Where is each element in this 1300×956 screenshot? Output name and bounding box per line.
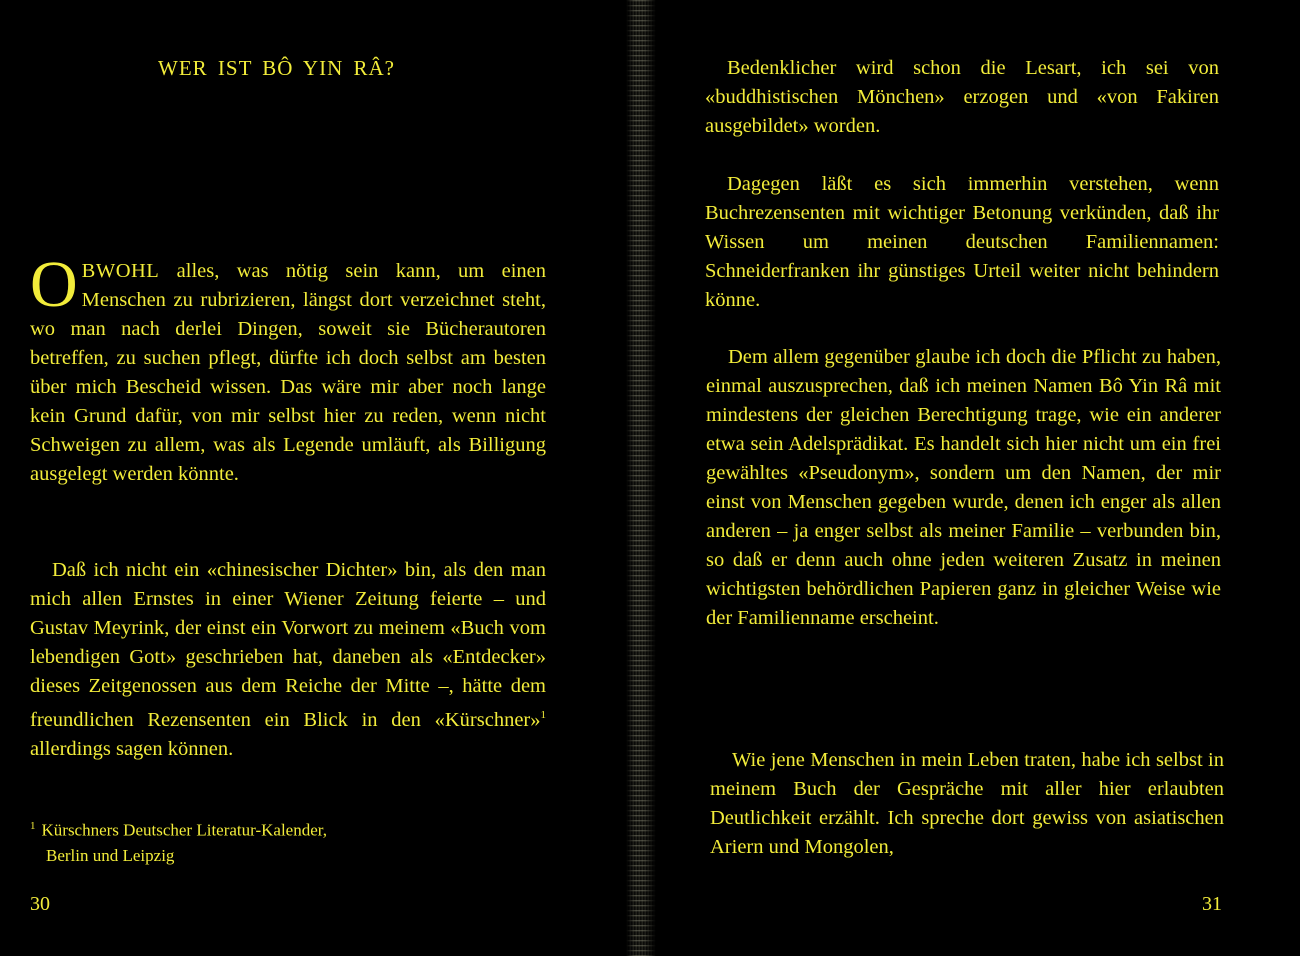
right-paragraph-4: Wie jene Menschen in mein Leben traten, habe ich selbst in meinem Buch der Gespräche mit aller hier erlaubten Deutlichkeit erzählt. Ich spreche dort gewiss von asiatischen Ariern und Mongolen, — [710, 749, 1224, 858]
paragraph-1 — [30, 248, 546, 489]
footnote — [30, 814, 450, 868]
drop-cap: O — [30, 248, 78, 321]
footnote-line-2: Berlin und Leipzig — [46, 845, 175, 865]
footnote-reference: 1 — [540, 709, 546, 721]
right-paragraph-1: Bedenklicher wird schon die Lesart, ich sei von «buddhistischen Mönchen» erzogen und «von Fakiren ausgebildet» worden. — [705, 57, 1219, 137]
right-paragraph-3: Dem allem gegenüber glaube ich doch die Pflicht zu haben, einmal auszusprechen, daß ich meinen Namen Bô Yin Râ mit mindestens der gleichen Berechtigung trage, wie ein anderer etwa sein Adelsprädikat. Es handelt sich hier nicht um ein frei gewähltes «Pseudonym», sondern um den Namen, der mir einst von Menschen gegeben wurde, denen ich enger als allen anderen – ja enger selbst als meiner Familie – verbunden bin, so daß er denn auch ohne jeden weiteren Zusatz in meinen wichtigsten behördlichen Papieren ganz in gleicher Weise wie der Familienname erscheint. — [706, 346, 1221, 629]
right-paragraph-2: Dagegen läßt es sich immerhin verstehen, wenn Buchrezensenten mit wichtiger Betonung verkünden, daß ihr Wissen um meinen deutschen Familiennamen: Schneiderfranken ihr günstiges Urteil weiter nicht behindern könne. — [705, 173, 1219, 311]
running-title: WER IST BÔ YIN RÂ? — [158, 56, 395, 80]
left-page — [0, 0, 640, 956]
page-number-left: 30 — [30, 893, 50, 915]
paragraph-2-text: Daß ich nicht ein «chinesischer Dichter» bin, als den man mich allen Ernstes in einer Wiener Zeitung feierte – und Gustav Meyrink, der einst ein Vorwort zu meinem «Buch vom lebendigen Gott» geschrieben hat, daneben als «Entdecker» dieses Zeitgenossen aus dem Reiche der Mitte –, hätte dem freundlichen Rezensenten ein Blick in den «Kürschner» — [30, 559, 546, 731]
lead-in-word: BWOHL — [81, 260, 160, 282]
footnote-mark: 1 — [30, 820, 36, 832]
paragraph-2-tail: allerdings sagen können. — [30, 737, 234, 760]
footnote-line-1: Kürschners Deutscher Literatur-Kalender, — [41, 820, 327, 840]
paragraph-1-text: alles, was nötig sein kann, um einen Menschen zu rubrizieren, längst dort verzeichnet steht, wo man nach derlei Dingen, soweit sie Bücherautoren betreffen, zu suchen pflegt, dürfte ich doch selbst am besten über mich Bescheid wissen. Das wäre mir aber noch lange kein Grund dafür, von mir selbst hier zu reden, wenn nicht Schweigen zu allem, was als Legende umläuft, als Billigung ausgelegt werden könnte. — [30, 260, 546, 485]
page-number-right: 31 — [1202, 893, 1222, 915]
right-page — [640, 0, 1300, 956]
paragraph-2 — [30, 556, 546, 764]
